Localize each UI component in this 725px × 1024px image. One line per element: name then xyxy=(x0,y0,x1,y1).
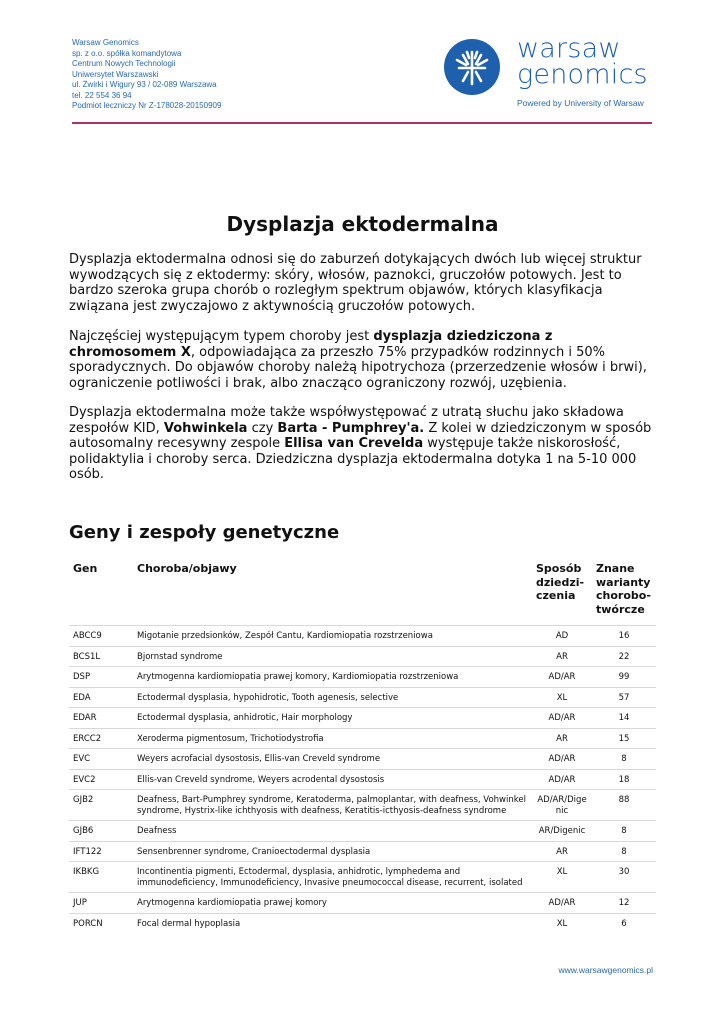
variants-cell: 18 xyxy=(592,769,656,790)
disease-cell: Sensenbrenner syndrome, Cranioectodermal dysplasia xyxy=(133,841,532,862)
inheritance-cell: AR xyxy=(532,646,592,667)
variants-cell: 99 xyxy=(592,667,656,688)
variants-cell: 14 xyxy=(592,708,656,729)
gene-cell: GJB2 xyxy=(69,790,133,821)
disease-cell: Deafness xyxy=(133,821,532,842)
gene-cell: EDA xyxy=(69,687,133,708)
x-linked-paragraph xyxy=(69,329,659,391)
table-row xyxy=(69,687,656,708)
inheritance-cell: AD/AR xyxy=(532,667,592,688)
table-row xyxy=(69,790,656,821)
logo-tagline: Powered by University of Warsaw xyxy=(517,98,644,108)
address-line: Centrum Nowych Technologii xyxy=(72,59,176,68)
inheritance-cell: AD xyxy=(532,626,592,647)
inheritance-cell: AD/AR xyxy=(532,749,592,770)
disease-cell: Ectodermal dysplasia, hypohidrotic, Tooth agenesis, selective xyxy=(133,687,532,708)
col-header-disease: Choroba/objawy xyxy=(137,562,237,575)
inheritance-cell: AD/AR xyxy=(532,893,592,914)
disease-cell: Incontinentia pigmenti, Ectodermal, dysplasia, anhidrotic, lymphedema and immunodeficiency, Immunodeficiency, Invasive pneumococcal disease, recurrent, isolated xyxy=(133,862,532,893)
gene-cell: EVC xyxy=(69,749,133,770)
text-run: Najczęściej występującym typem choroby jest xyxy=(69,329,374,344)
table-header-row xyxy=(69,560,656,626)
variants-cell: 15 xyxy=(592,728,656,749)
table-row xyxy=(69,821,656,842)
gene-cell: EVC2 xyxy=(69,769,133,790)
col-header-variants: Znane warianty chorobo-twórcze xyxy=(596,562,651,616)
gene-cell: IKBKG xyxy=(69,862,133,893)
gene-cell: ERCC2 xyxy=(69,728,133,749)
company-logo xyxy=(443,33,658,112)
inheritance-cell: AD/AR xyxy=(532,769,592,790)
gene-cell: JUP xyxy=(69,893,133,914)
table-row xyxy=(69,893,656,914)
table-row xyxy=(69,841,656,862)
bold-run: Vohwinkela xyxy=(163,420,248,436)
disease-cell: Focal dermal hypoplasia xyxy=(133,913,532,933)
logo-wordmark xyxy=(517,33,648,90)
text-run: czy xyxy=(247,420,278,436)
variants-cell: 8 xyxy=(592,821,656,842)
variants-cell: 12 xyxy=(592,893,656,914)
page-title: Dysplazja ektodermalna xyxy=(226,212,499,236)
inheritance-cell: XL xyxy=(532,913,592,933)
gene-cell: ABCC9 xyxy=(69,626,133,647)
table-row xyxy=(69,646,656,667)
company-address xyxy=(72,38,221,112)
variants-cell: 22 xyxy=(592,646,656,667)
disease-cell: Arytmogenna kardiomiopatia prawej komory xyxy=(133,893,532,914)
gene-cell: BCS1L xyxy=(69,646,133,667)
intro-paragraph: Dysplazja ektodermalna odnosi się do zaburzeń dotykających dwóch lub więcej struktur wywodzących się z ektodermy: skóry, włosów, paznokci, gruczołów potowych. Jest to bardzo szeroka grupa chorób o rozległym spektrum objawów, których klasyfikacja związana jest zwyczajowo z aktywnością gruczołów potowych. xyxy=(69,252,642,314)
address-line: ul. Żwirki i Wigury 93 / 02-089 Warszawa xyxy=(72,80,217,89)
gene-cell: IFT122 xyxy=(69,841,133,862)
bold-run: Barta - Pumphrey'a. xyxy=(277,420,425,436)
text-run: Dysplazja ektodermalna może także współwystępować z utratą słuchu jako składowa zespołów KID, xyxy=(69,405,624,436)
variants-cell: 6 xyxy=(592,913,656,933)
gene-cell: EDAR xyxy=(69,708,133,729)
address-line: Podmiot leczniczy Nr Z-178028-20150909 xyxy=(72,101,222,110)
inheritance-cell: AD/AR xyxy=(532,708,592,729)
bold-run: Ellisa van Crevelda xyxy=(284,436,424,451)
gene-cell: DSP xyxy=(69,667,133,688)
disease-cell: Deafness, Bart-Pumphrey syndrome, Keratoderma, palmoplantar, with deafness, Vohwinkel syndrome, Hystrix-like ichthyosis with deafness, Keratitis-icthyosis-deafness syndrome xyxy=(133,790,532,821)
hearing-loss-paragraph xyxy=(69,405,659,483)
inheritance-cell: XL xyxy=(532,687,592,708)
disease-cell: Migotanie przedsionków, Zespół Cantu, Kardiomiopatia rozstrzeniowa xyxy=(133,626,532,647)
gene-cell: PORCN xyxy=(69,913,133,933)
inheritance-cell: XL xyxy=(532,862,592,893)
disease-cell: Xeroderma pigmentosum, Trichotiodystrofia xyxy=(133,728,532,749)
address-line: tel. 22 554 36 94 xyxy=(72,90,132,100)
disease-cell: Arytmogenna kardiomiopatia prawej komory, Kardiomiopatia rozstrzeniowa xyxy=(133,667,532,688)
address-line: Uniwersytet Warszawski xyxy=(72,69,159,79)
variants-cell: 30 xyxy=(592,862,656,893)
bold-run: dysplazja dziedziczona z chromosomem X xyxy=(69,329,553,360)
table-row xyxy=(69,862,656,893)
inheritance-cell: AR xyxy=(532,841,592,862)
table-row xyxy=(69,708,656,729)
header-divider xyxy=(72,122,652,124)
variants-cell: 16 xyxy=(592,626,656,647)
variants-cell: 8 xyxy=(592,749,656,770)
table-row xyxy=(69,913,656,933)
disease-cell: Ellis-van Creveld syndrome, Weyers acrodental dysostosis xyxy=(133,769,532,790)
inheritance-cell: AD/AR/Digenic xyxy=(532,790,592,821)
address-line: Warsaw Genomics xyxy=(72,38,139,47)
warsaw-genomics-logo-icon xyxy=(443,38,501,96)
gene-cell: GJB6 xyxy=(69,821,133,842)
col-header-inheritance: Sposób dziedzi-czenia xyxy=(536,562,585,602)
inheritance-cell: AR xyxy=(532,728,592,749)
text-run: występuje także niskorosłość, polidaktylia i choroby serca. Dziedziczna dysplazja ektodermalna dotyka 1 na 5-10 000 osób. xyxy=(69,436,637,482)
section-title: Geny i zespoły genetyczne xyxy=(69,522,340,543)
text-run: , odpowiadająca za przeszło 75% przypadków rodzinnych i 50% sporadycznych. Do objawów choroby należą hipotrychoza (przerzedzenie włosów i brwi), ograniczenie potliwości i brak, albo znacząco ograniczony rozwój, uzębienia. xyxy=(69,344,647,391)
table-row xyxy=(69,749,656,770)
col-header-gene: Gen xyxy=(73,562,98,575)
variants-cell: 88 xyxy=(592,790,656,821)
genes-table xyxy=(69,560,656,933)
logo-line1: warsaw xyxy=(517,33,621,64)
variants-cell: 57 xyxy=(592,687,656,708)
website-link[interactable]: www.warsawgenomics.pl xyxy=(558,965,653,975)
table-row xyxy=(69,769,656,790)
disease-cell: Bjornstad syndrome xyxy=(133,646,532,667)
variants-cell: 8 xyxy=(592,841,656,862)
address-line: sp. z o.o. spółka komandytowa xyxy=(72,48,182,58)
disease-cell: Weyers acrofacial dysostosis, Ellis-van Creveld syndrome xyxy=(133,749,532,770)
logo-line2: genomics xyxy=(517,59,648,90)
text-run: Z kolei w dziedziczonym w sposób autosomalny recesywny zespole xyxy=(69,420,652,451)
table-row xyxy=(69,626,656,647)
disease-cell: Ectodermal dysplasia, anhidrotic, Hair morphology xyxy=(133,708,532,729)
table-row xyxy=(69,728,656,749)
table-row xyxy=(69,667,656,688)
inheritance-cell: AR/Digenic xyxy=(532,821,592,842)
